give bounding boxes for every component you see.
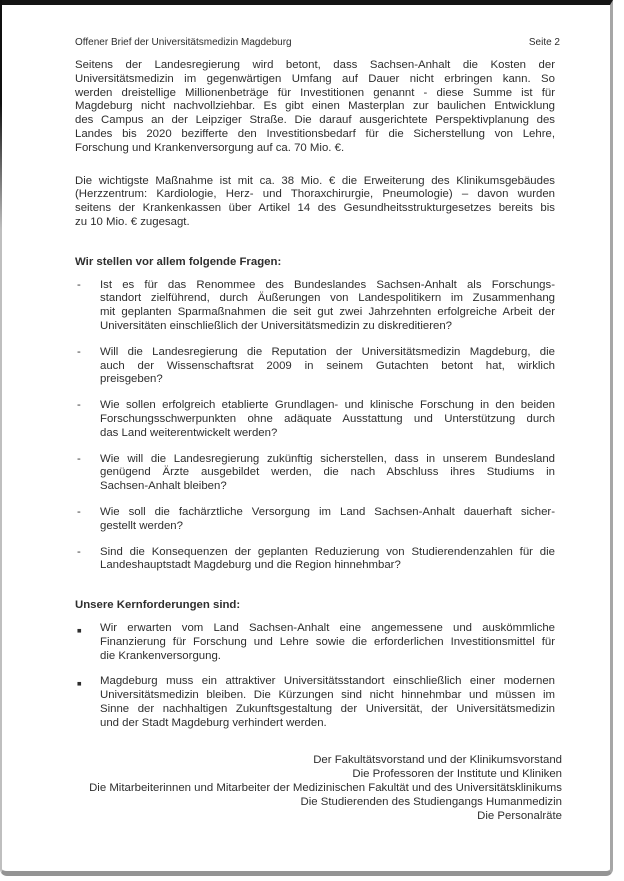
text-line: Universitäten einschließlich der Universitätsmedizin zu diskreditieren?	[100, 319, 452, 332]
dash-bullet: -	[77, 452, 81, 465]
signature-line: Die Professoren der Institute und Kliniken	[352, 768, 562, 781]
list-item	[75, 675, 555, 730]
page-header	[75, 37, 560, 49]
dash-bullet: -	[77, 505, 81, 518]
text-line: Forschung und Krankenversorgung auf ca. 70 Mio. €.	[75, 141, 345, 154]
signature-line: Die Personalräte	[477, 809, 562, 822]
text-line: Universitätsmedizin bleiben. Die Kürzungen sind nicht hinnehmbar und müssen im	[100, 689, 555, 702]
list-item	[75, 399, 555, 440]
list-item	[75, 546, 555, 574]
text-line: werden dreistellige Millionenbeträge für Investitionen genannt - diese Summe ist für	[75, 86, 555, 99]
dash-bullet: -	[77, 345, 81, 358]
text-line: zu 10 Mio. € zugesagt.	[75, 215, 190, 228]
list-item	[75, 506, 555, 534]
list-item-text	[100, 506, 555, 534]
list-item-text	[100, 453, 555, 494]
text-line: Will die Landesregierung die Reputation der Universitätsmedizin Magdeburg, die	[100, 345, 555, 358]
text-line: Sachsen-Anhalt bleiben?	[100, 480, 227, 493]
text-line: standort zielführend, durch Äußerungen von Landespolitikern im Zusammenhang	[100, 292, 555, 305]
text-line: die Krankenversorgung.	[100, 649, 221, 662]
page-number: Seite 2	[528, 37, 560, 48]
text-line: Wie soll die fachärztliche Versorgung im Land Sachsen-Anhalt dauerhaft sicher-	[100, 505, 555, 518]
text-line: Seitens der Landesregierung wird betont, dass Sachsen-Anhalt die Kosten der	[75, 59, 555, 71]
demands-list	[75, 622, 555, 731]
list-item-text	[100, 279, 555, 334]
text-line: mit geplanten Sparmaßnahmen die seit gut zwei Jahrzehnten erfolgreiche Arbeit der	[100, 306, 555, 319]
list-item-text	[100, 346, 555, 387]
dash-bullet: -	[77, 545, 81, 558]
list-item-text	[100, 675, 555, 730]
text-line: Universitätsmedizin im gegenwärtigen Umfang auf Dauer nicht erbringen kann. So	[75, 72, 555, 85]
text-line: Sinne der nachhaltigen Zukunftsgestaltung der Universität, der Universitätsmedizin	[100, 702, 555, 715]
header-title: Offener Brief der Universitätsmedizin Magdeburg	[75, 37, 292, 48]
text-line: das Land weiterentwickelt werden?	[100, 426, 278, 439]
text-line: Wie sollen erfolgreich etablierte Grundlagen- und klinische Forschung in den beiden	[100, 399, 555, 412]
signature-line: Die Studierenden des Studiengangs Humanmedizin	[300, 795, 562, 808]
document-body	[75, 59, 562, 823]
signature-block	[75, 754, 562, 823]
list-item-text	[100, 546, 555, 574]
list-item	[75, 279, 555, 334]
text-line: Wie will die Landesregierung zukünftig sicherstellen, dass in unserem Bundesland	[100, 452, 555, 465]
section-heading: Wir stellen vor allem folgende Fragen:	[75, 255, 282, 268]
text-line: seitens der Krankenkassen über Artikel 14 des Gesundheitsstrukturgesetzes bereits bis	[75, 202, 555, 215]
list-item	[75, 453, 555, 494]
text-line: Sind die Konsequenzen der geplanten Reduzierung von Studierendenzahlen für die	[100, 545, 555, 558]
paragraph	[75, 59, 555, 156]
text-line: Landes bis 2020 bezifferte den Investitionsbedarf für die Sicherstellung von Lehre,	[75, 127, 555, 140]
page-content	[2, 5, 610, 871]
text-line: Landeshauptstadt Magdeburg und die Region hinnehmbar?	[100, 559, 401, 572]
text-line: preisgeben?	[100, 373, 163, 386]
text-line: genügend Ärzte ausgebildet werden, die nach Abschluss ihres Studiums in	[100, 466, 555, 479]
list-item	[75, 622, 555, 663]
text-line: des Campus an der Leipziger Straße. Die darauf ausgerichtete Perspektivplanung des	[75, 114, 555, 127]
paragraph	[75, 175, 555, 230]
text-line: Wir erwarten vom Land Sachsen-Anhalt eine angemessene und auskömmliche	[100, 621, 555, 634]
list-item	[75, 346, 555, 387]
dash-bullet: -	[77, 278, 81, 291]
square-bullet: ■	[77, 625, 82, 635]
text-line: Finanzierung für Forschung und Lehre sowie die erforderlichen Investitionsmittel für	[100, 635, 555, 648]
text-line: (Herzzentrum: Kardiologie, Herz- und Thoraxchirurgie, Pneumologie) – davon wurden	[75, 188, 555, 201]
text-line: gestellt werden?	[100, 519, 183, 532]
list-item-text	[100, 622, 555, 663]
text-line: auch der Wissenschaftsrat 2009 in seinem Gutachten betont hat, wirklich	[100, 359, 555, 372]
square-bullet: ■	[77, 679, 82, 689]
text-line: Ist es für das Renommee des Bundeslandes Sachsen-Anhalt als Forschungs-	[100, 278, 555, 291]
text-line: Forschungsschwerpunkten ohne adäquate Ausstattung und Unterstützung durch	[100, 412, 555, 425]
dash-bullet: -	[77, 399, 81, 412]
text-line: Magdeburg nicht nachvollziehbar. Es gibt einen Masterplan zur baulichen Entwicklung	[75, 100, 555, 113]
text-line: Die wichtigste Maßnahme ist mit ca. 38 Mio. € die Erweiterung des Klinikumsgebäudes	[75, 174, 555, 187]
signature-line: Die Mitarbeiterinnen und Mitarbeiter der Medizinischen Fakultät und des Universitätsklinikums	[89, 782, 562, 795]
signature-line: Der Fakultätsvorstand und der Klinikumsvorstand	[313, 754, 562, 767]
section-heading: Unsere Kernforderungen sind:	[75, 599, 241, 612]
text-line: Magdeburg muss ein attraktiver Universitätsstandort einschließlich einer modernen	[100, 675, 555, 688]
list-item-text	[100, 399, 555, 440]
questions-list	[75, 279, 555, 574]
text-line: und der Stadt Magdeburg verhindert werden.	[100, 716, 327, 729]
